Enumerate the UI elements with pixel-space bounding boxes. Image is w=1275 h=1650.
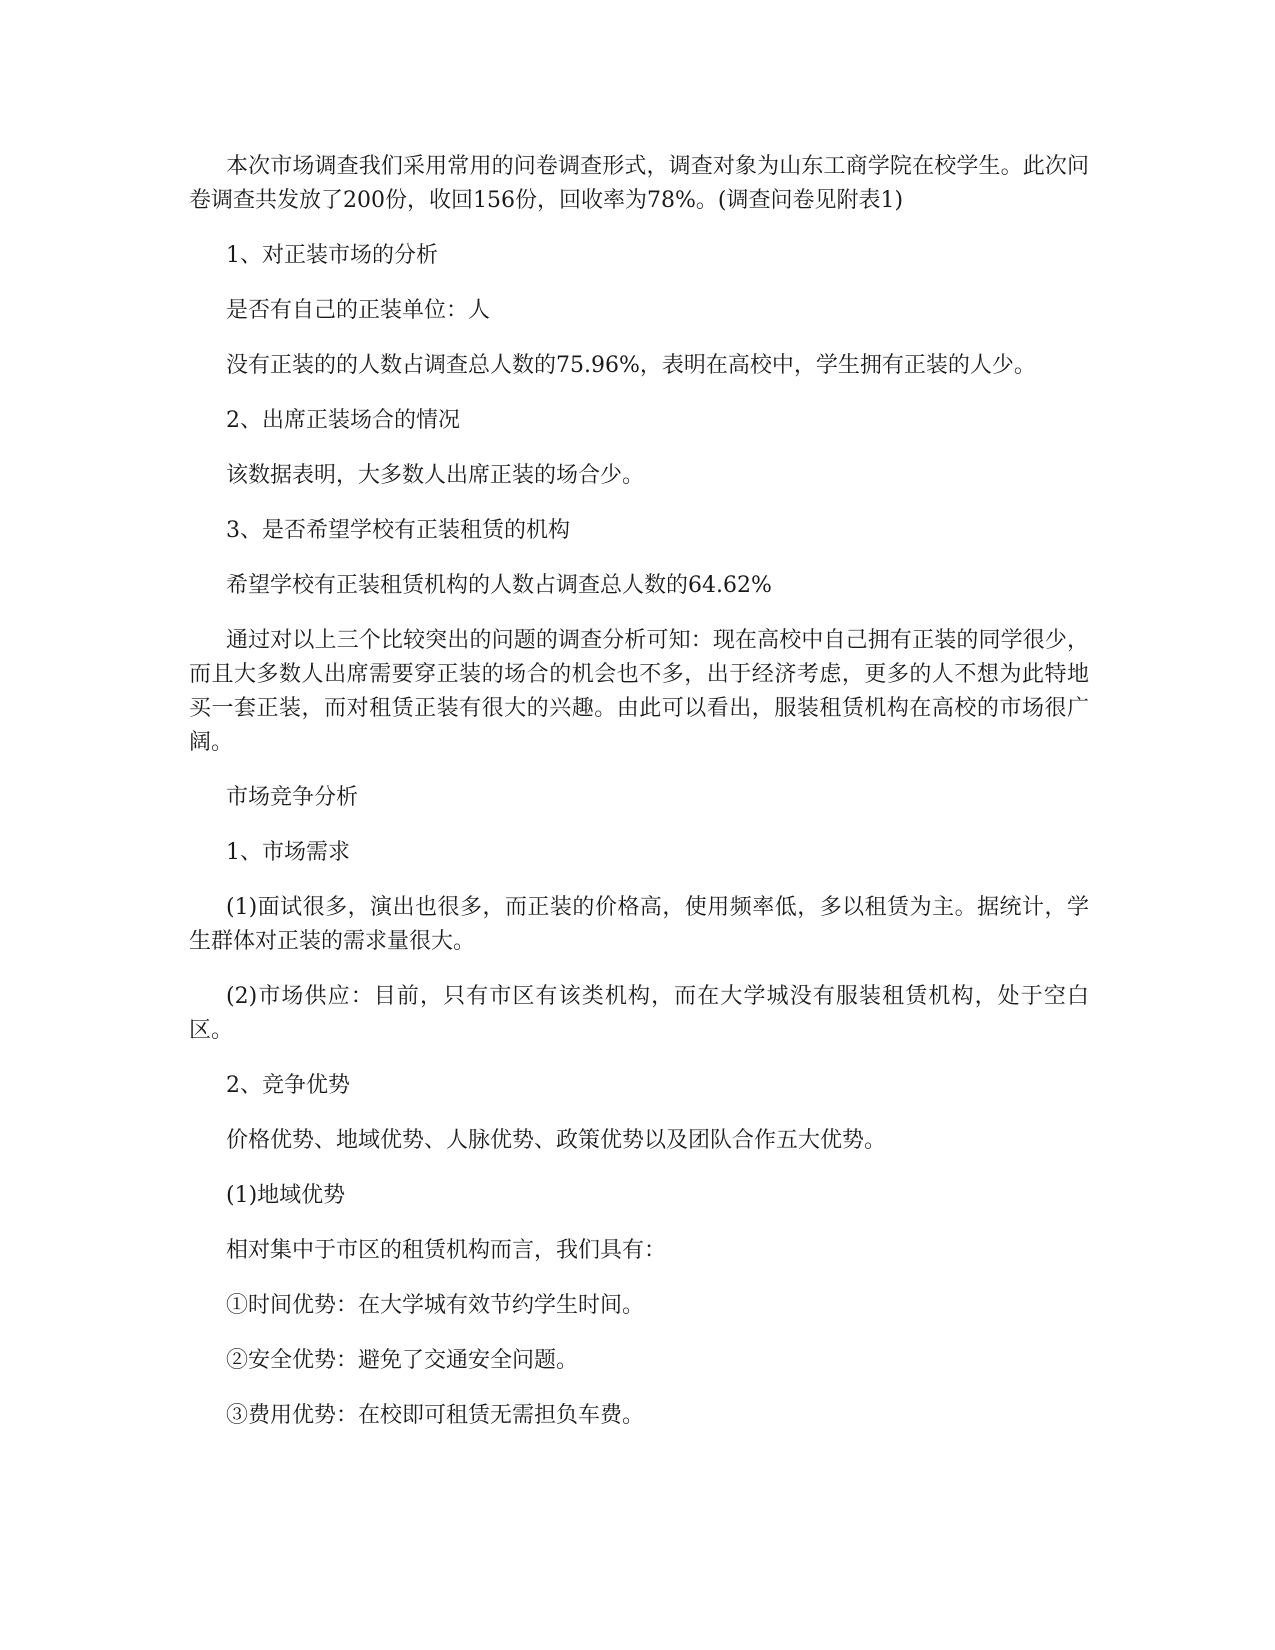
advantage-location-intro: 相对集中于市区的租赁机构而言，我们具有： [226, 1238, 667, 1263]
advantage-item-cost: ③费用优势：在校即可租赁无需担负车费。 [226, 1403, 645, 1428]
finding-no-formalwear: 没有正装的的人数占调查总人数的75.96%，表明在高校中，学生拥有正装的人少。 [226, 353, 1036, 378]
advantages-summary: 价格优势、地域优势、人脉优势、政策优势以及团队合作五大优势。 [226, 1128, 887, 1153]
analysis-conclusion: 通过对以上三个比较突出的问题的调查分析可知：现在高校中自己拥有正装的同学很少，而且大多数人出席需要穿正装的场合的机会也不多，出于经济考虑，更多的人不想为此特地买一套正装，而对租赁正装有很大的兴趣。由此可以看出，服装租赁机构在高校的市场很广阔。 [189, 628, 1089, 755]
section-heading-competition: 市场竞争分析 [226, 785, 359, 810]
document-page [189, 150, 1089, 1454]
subheading-market-demand: 1、市场需求 [226, 840, 350, 865]
section-heading-formalwear-market: 1、对正装市场的分析 [226, 243, 438, 268]
advantage-item-safety: ②安全优势：避免了交通安全问题。 [226, 1348, 579, 1373]
intro-paragraph: 本次市场调查我们采用常用的问卷调查形式，调查对象为山东工商学院在校学生。此次问卷调查共发放了200份，收回156份，回收率为78%。(调查问卷见附表1) [189, 154, 1089, 213]
advantage-location-heading: (1)地域优势 [226, 1183, 346, 1208]
finding-rental-wish: 希望学校有正装租赁机构的人数占调查总人数的64.62% [226, 573, 772, 598]
subheading-competitive-advantage: 2、竞争优势 [226, 1073, 350, 1098]
demand-item-2: (2)市场供应：目前，只有市区有该类机构，而在大学城没有服装租赁机构，处于空白区。 [189, 984, 1089, 1043]
survey-question-own-formalwear: 是否有自己的正装单位：人 [226, 298, 491, 323]
demand-item-1: (1)面试很多，演出也很多，而正装的价格高，使用频率低，多以租赁为主。据统计，学生群体对正装的需求量很大。 [189, 895, 1089, 954]
section-heading-rental-wish: 3、是否希望学校有正装租赁的机构 [226, 518, 570, 543]
advantage-item-time: ①时间优势：在大学城有效节约学生时间。 [226, 1293, 645, 1318]
finding-formal-occasions: 该数据表明，大多数人出席正装的场合少。 [226, 463, 645, 488]
section-heading-formal-occasions: 2、出席正装场合的情况 [226, 408, 460, 433]
